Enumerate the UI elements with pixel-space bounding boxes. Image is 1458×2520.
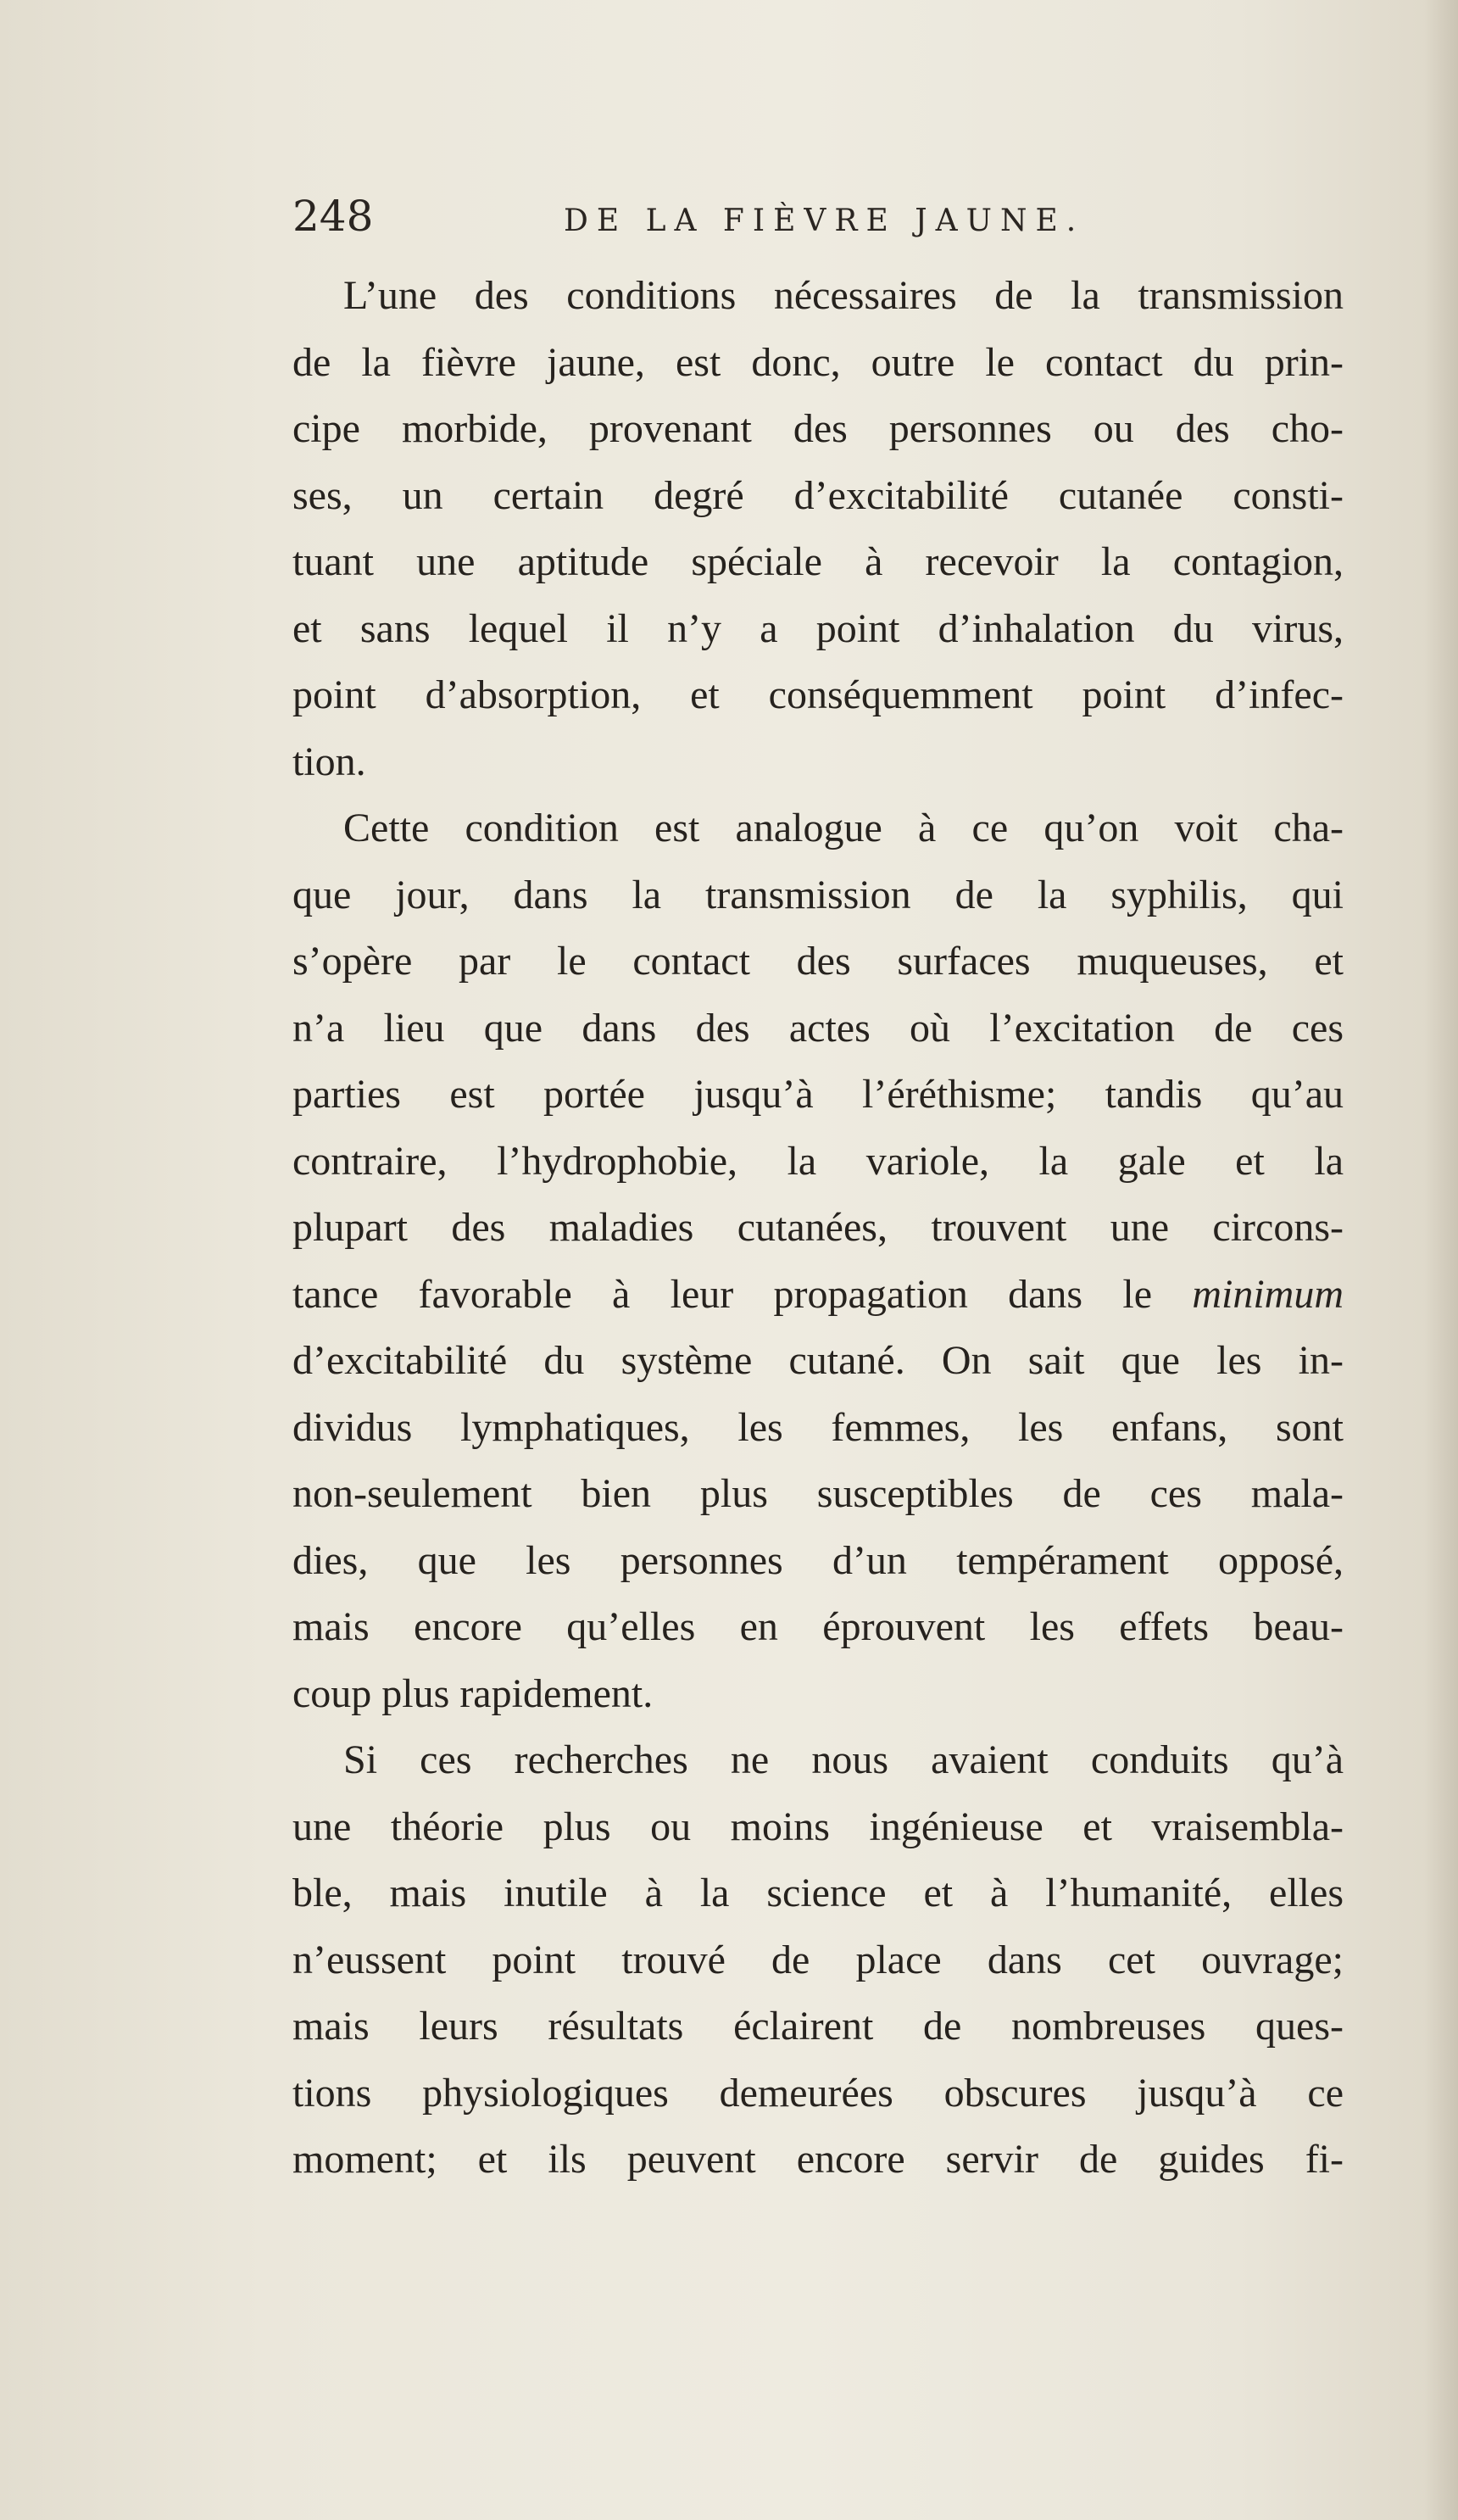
page-number: 248 [292,192,374,241]
text-line: d’excitabilité du système cutané. On sait que les in- [292,1338,1344,1383]
body-text [292,263,1344,2194]
text-line: moment; et ils peuvent encore servir de guides fi- [292,2137,1344,2182]
page-edge-shadow [1424,0,1458,2520]
text-line: ses, un certain degré d’excitabilité cutanée consti- [292,472,1344,518]
text-line: et sans lequel il n’y a point d’inhalation du virus, [292,605,1344,651]
text-line: plupart des maladies cutanées, trouvent une circons- [292,1205,1344,1250]
text-line: n’eussent point trouvé de place dans cet ouvrage; [292,1937,1344,1982]
emphasis-word: minimum [1192,1271,1344,1317]
text-line: mais encore qu’elles en éprouvent les effets beau- [292,1604,1344,1649]
text-line: parties est portée jusqu’à l’éréthisme; tandis qu’au [292,1072,1344,1117]
page-header [292,191,1352,250]
text-line: tions physiologiques demeurées obscures jusqu’à ce [292,2070,1344,2116]
text-line: tion. [292,739,366,784]
text-line: cipe morbide, provenant des personnes ou des cho- [292,406,1344,451]
text-line: point d’absorption, et conséquemment point d’infec- [292,672,1344,717]
text-line: Si ces recherches ne nous avaient conduits qu’à [343,1737,1344,1782]
text-line: tuant une aptitude spéciale à recevoir la contagion, [292,539,1344,584]
text-line: une théorie plus ou moins ingénieuse et vraisembla- [292,1804,1344,1849]
text-line: ble, mais inutile à la science et à l’humanité, elles [292,1870,1344,1915]
text-line: dividus lymphatiques, les femmes, les enfans, sont [292,1404,1344,1450]
text-line: que jour, dans la transmission de la syphilis, qui [292,872,1344,917]
text-line-with-emphasis [292,1262,1344,1329]
text-line: Cette condition est analogue à ce qu’on voit cha- [343,806,1344,850]
text-line: L’une des conditions nécessaires de la transmission [343,273,1344,318]
text-line: non-seulement bien plus susceptibles de ces mala- [292,1471,1344,1516]
text-line: s’opère par le contact des surfaces muqueuses, et [292,939,1344,984]
running-title: DE LA FIÈVRE JAUNE. [564,203,1085,238]
text-line: n’a lieu que dans des actes où l’excitation de ces [292,1005,1344,1051]
text-line: de la fièvre jaune, est donc, outre le contact du prin- [292,339,1344,385]
text-line: contraire, l’hydrophobie, la variole, la gale et la [292,1138,1344,1184]
text-line: coup plus rapidement. [292,1670,654,1716]
text-line: dies, que les personnes d’un tempérament opposé, [292,1537,1344,1583]
text-segment: tance favorable à leur propagation dans le [292,1271,1153,1317]
text-line: mais leurs résultats éclairent de nombreuses ques- [292,2004,1344,2049]
